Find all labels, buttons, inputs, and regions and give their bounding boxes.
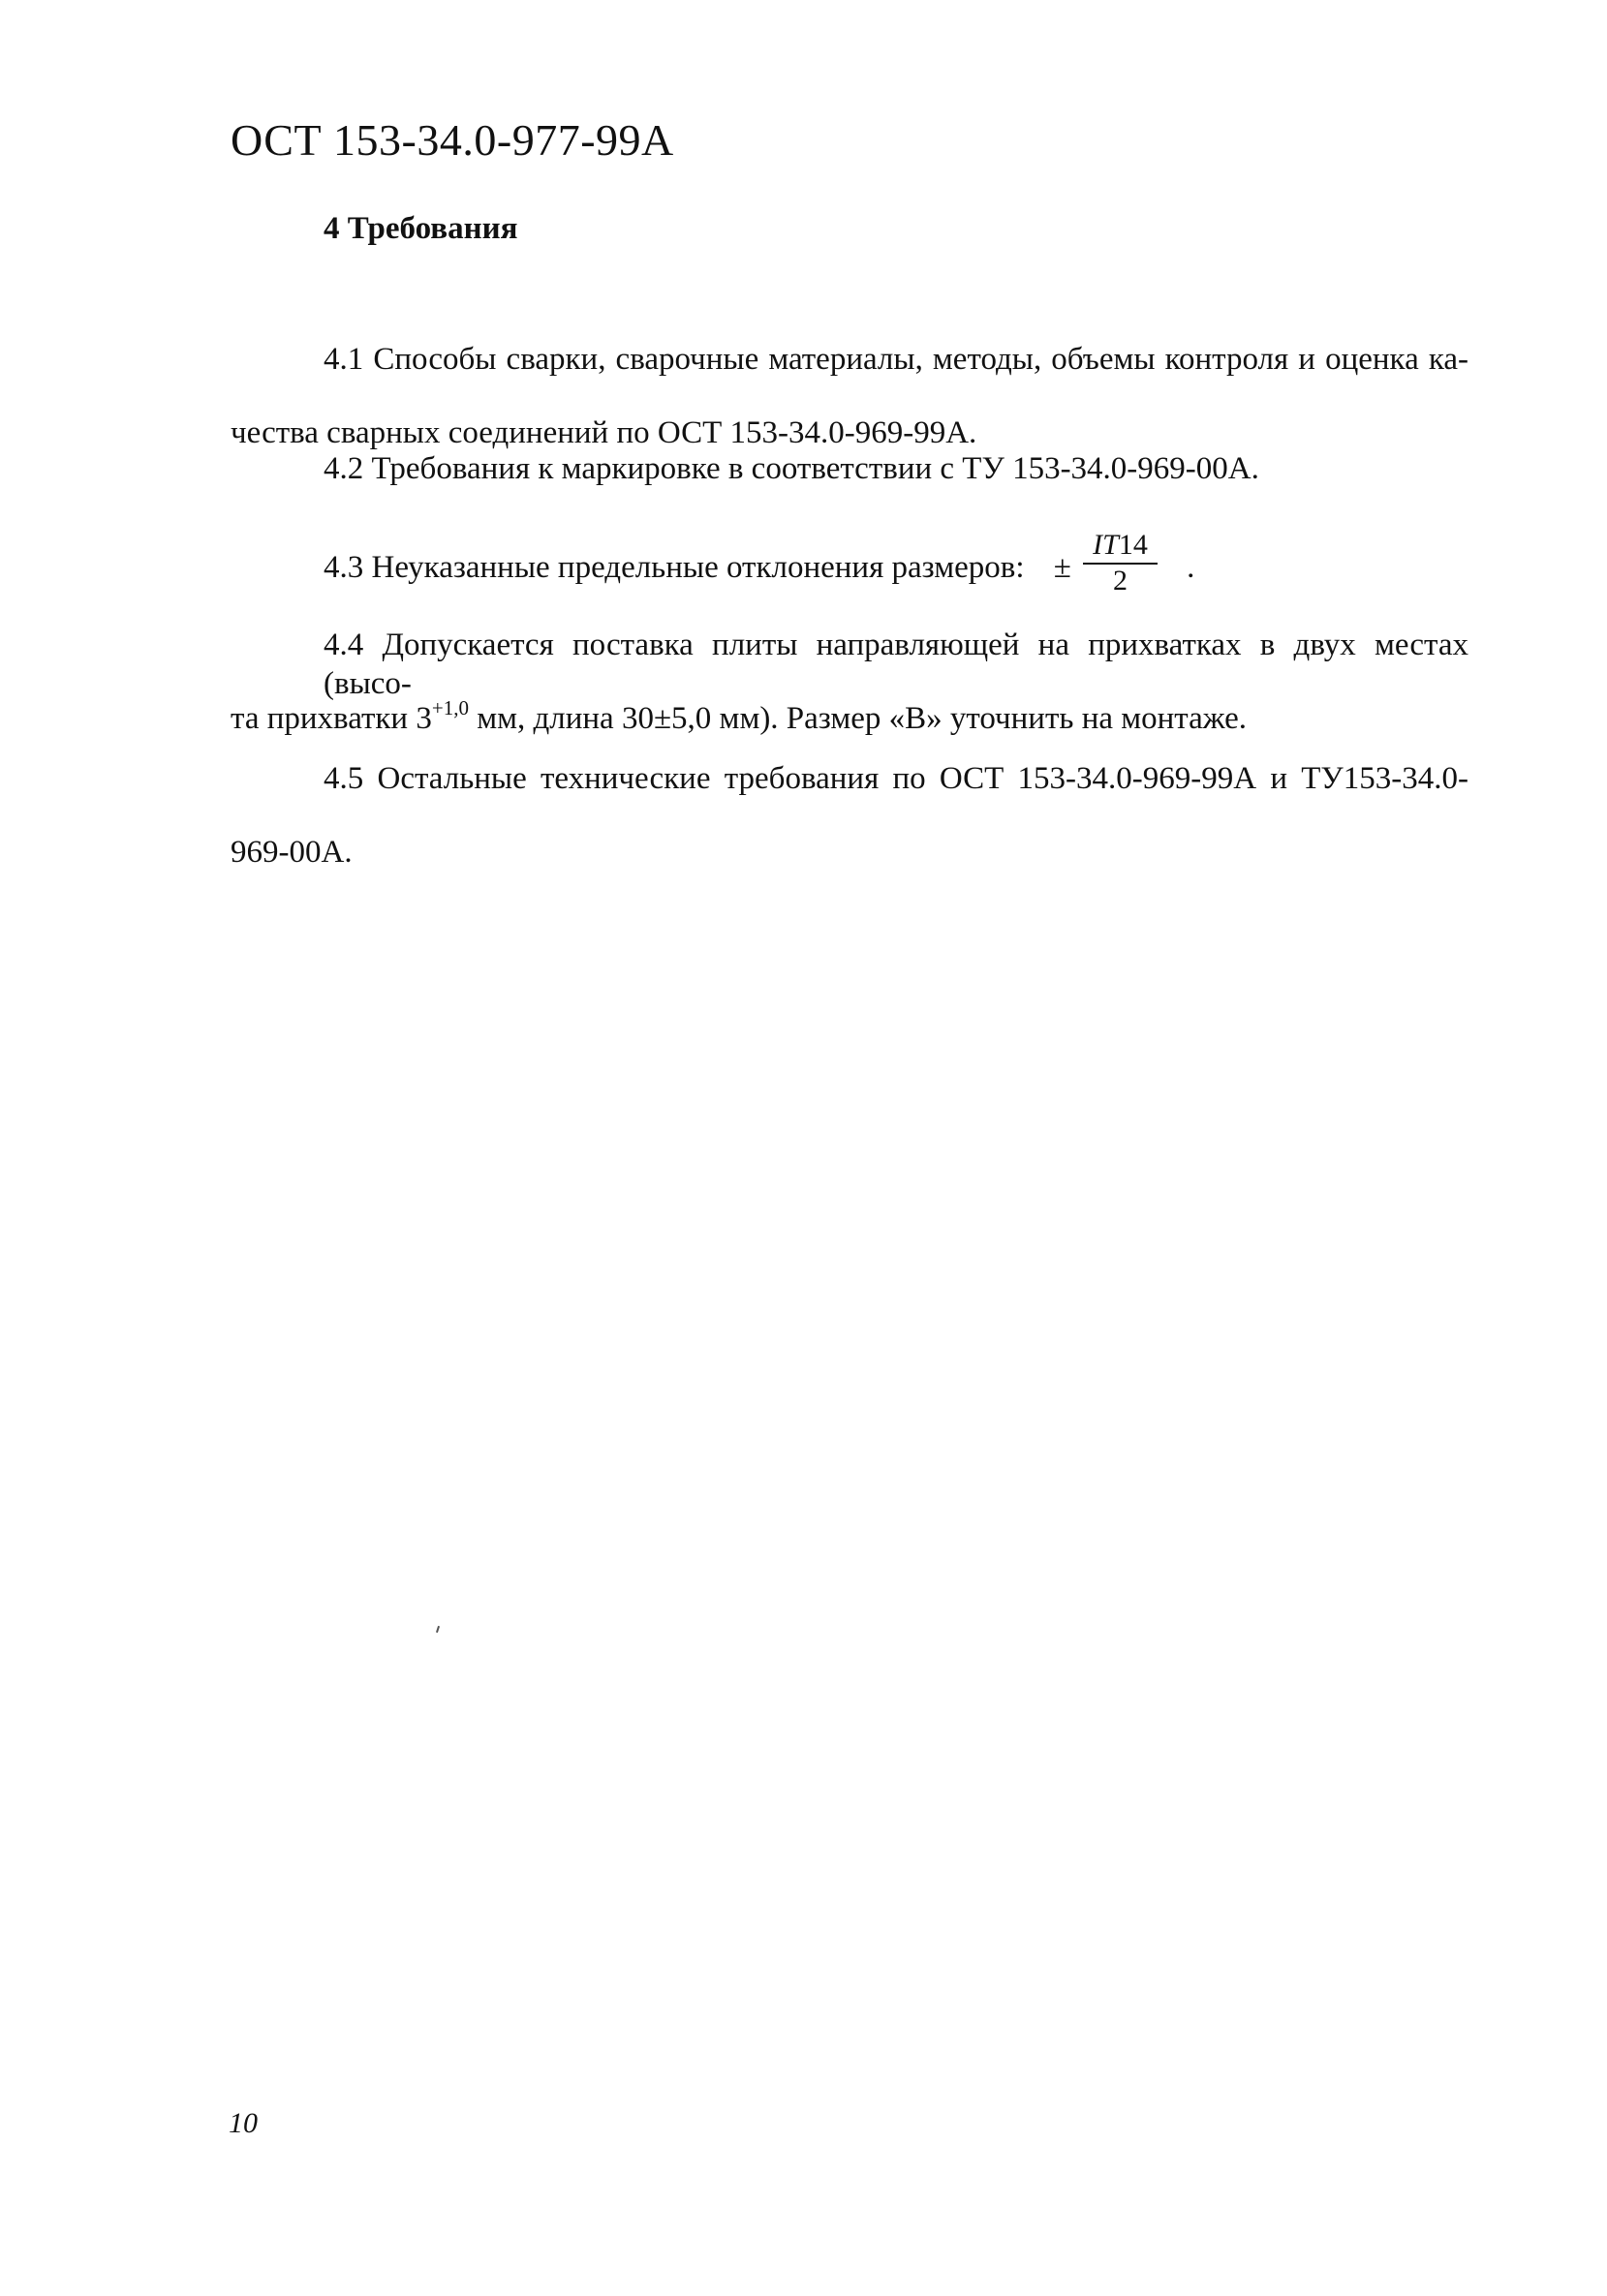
fraction-numerator-italic: IT	[1093, 529, 1119, 562]
paragraph-4-3-line-1	[231, 531, 1468, 604]
document-code: ОСТ 153-34.0-977-99А	[231, 115, 674, 165]
fraction-numerator-digits: 14	[1118, 529, 1148, 562]
paragraph-4-2	[231, 449, 1468, 523]
paragraph-4-4-line-2-end: мм, длина 30±5,0 мм). Размер «В» уточнить на монтаже.	[468, 701, 1248, 736]
paragraph-4-5-line-1: 4.5 Остальные технические требования по ОСТ 153-34.0-969-99А и ТУ153-34.0-	[324, 761, 1468, 796]
section-heading: 4 Требования	[324, 211, 518, 246]
tolerance-superscript: +1,0	[431, 696, 469, 719]
paragraph-4-4-line-2-start: та прихватки 3	[231, 701, 432, 736]
paragraph-4-4	[231, 626, 1468, 773]
tolerance-fraction	[1083, 530, 1158, 597]
paragraph-4-5-line-2: 969-00А.	[231, 835, 353, 870]
paragraph-4-3-period: .	[1187, 550, 1195, 585]
fraction-denominator: 2	[1112, 565, 1128, 597]
paragraph-4-3	[231, 531, 1468, 604]
paragraph-4-2-line-1: 4.2 Требования к маркировке в соответствии с ТУ 153-34.0-969-00А.	[324, 451, 1259, 486]
fraction-numerator	[1083, 530, 1158, 565]
paragraph-4-1-line-2: чества сварных соединений по ОСТ 153-34.0-969-99А.	[231, 415, 977, 450]
paragraph-4-3-text: 4.3 Неуказанные предельные отклонения размеров:	[324, 550, 1025, 585]
plus-minus-sign: ±	[1053, 550, 1071, 585]
paragraph-4-1-line-1: 4.1 Способы сварки, сварочные материалы, методы, объемы контроля и оценка ка-	[324, 342, 1468, 377]
scan-speck	[436, 1626, 440, 1633]
page-number: 10	[229, 2107, 258, 2139]
paragraph-4-5	[231, 759, 1468, 906]
paragraph-4-4-line-1: 4.4 Допускается поставка плиты направляющей на прихватках в двух местах (высо-	[324, 628, 1468, 701]
